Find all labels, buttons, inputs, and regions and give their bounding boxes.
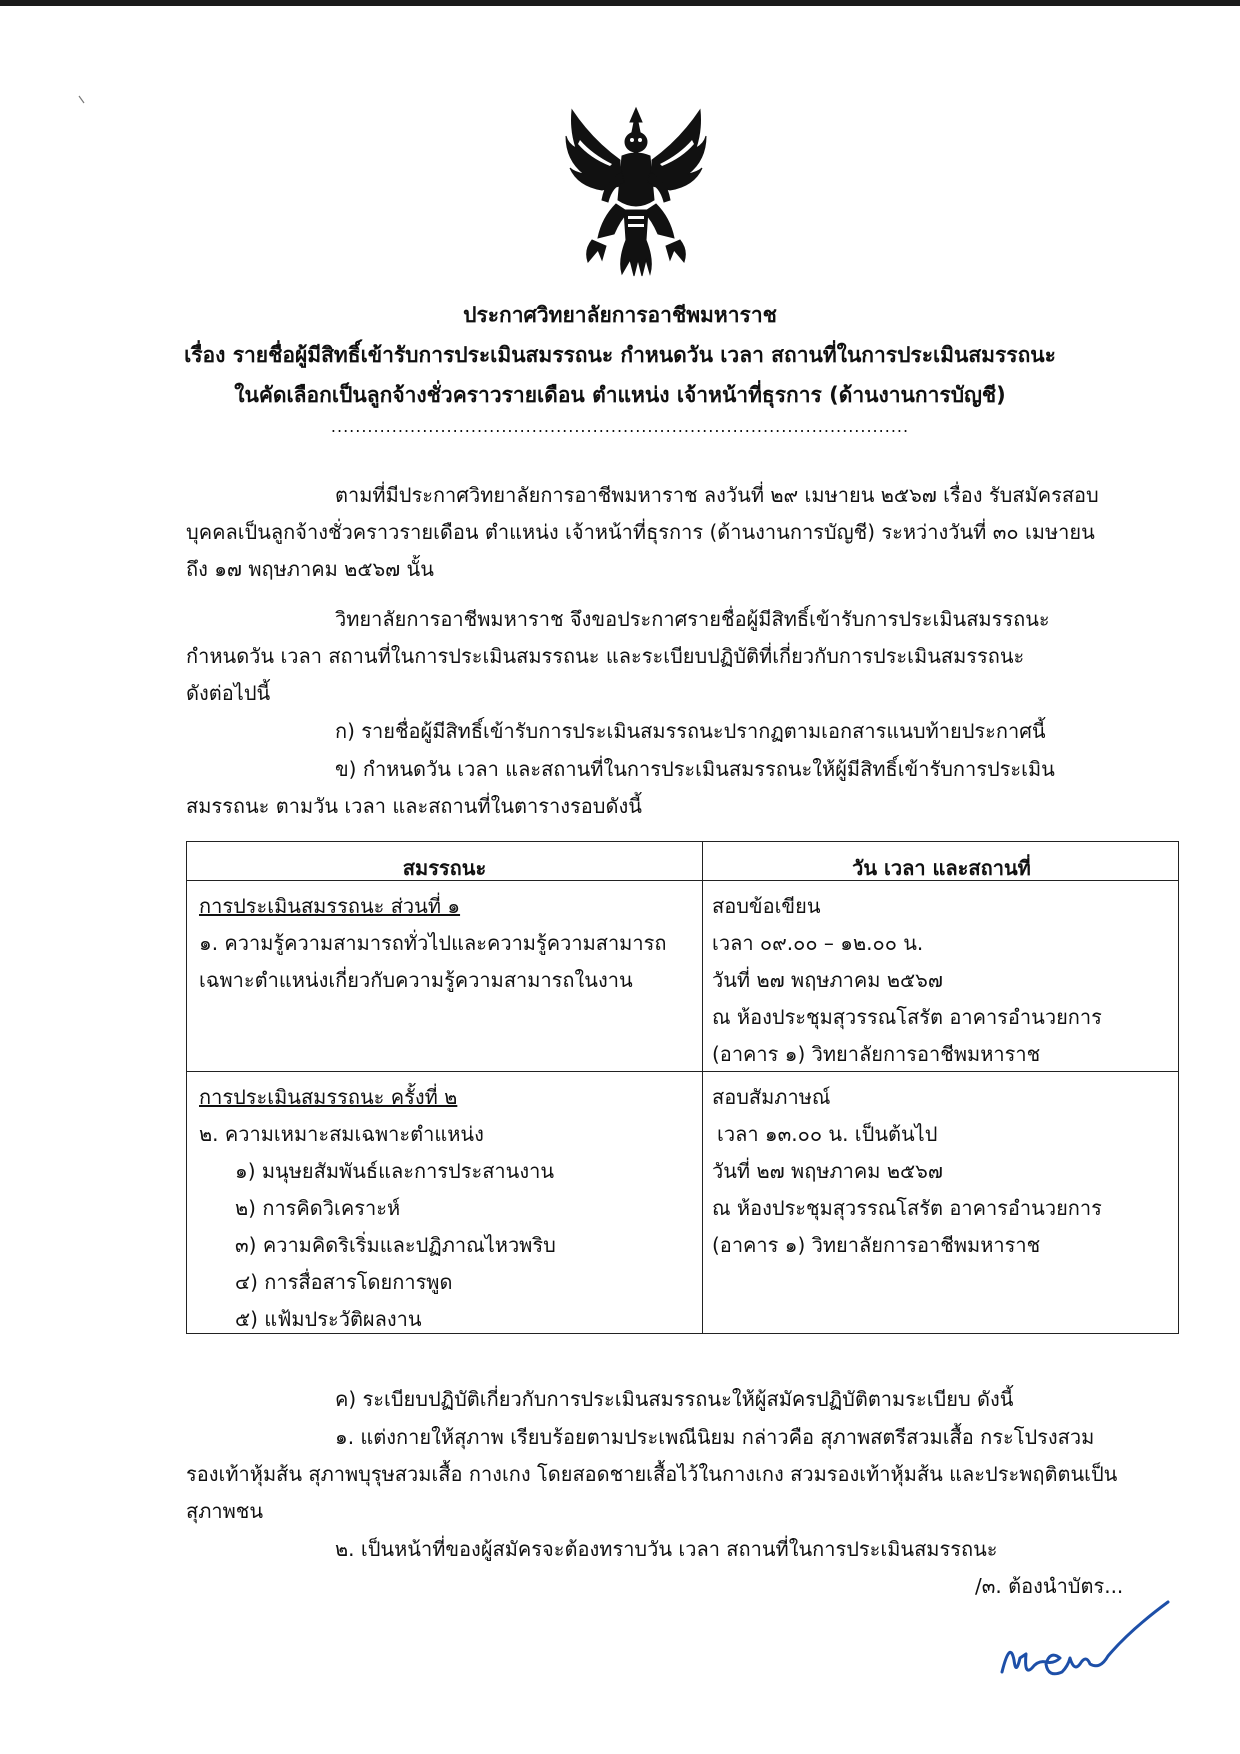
row2-right-line-2: เวลา ๑๓.๐๐ น. เป็นต้นไป (717, 1122, 938, 1146)
rule-1-line-1: ๑. แต่งกายให้สุภาพ เรียบร้อยตามประเพณีนิยม กล่าวคือ สุภาพสตรีสวมเสื้อ กระโปรงสวม (335, 1425, 1095, 1449)
row2-item-2: ๒) การคิดวิเคราะห์ (235, 1196, 401, 1220)
item-b-line-2: สมรรถนะ ตามวัน เวลา และสถานที่ในตารางรอบดังนี้ (186, 794, 642, 818)
row1-right-line-5: (อาคาร ๑) วิทยาลัยการอาชีพมหาราช (712, 1042, 1041, 1066)
paragraph-2-line-1: วิทยาลัยการอาชีพมหาราช จึงขอประกาศรายชื่อผู้มีสิทธิ์เข้ารับการประเมินสมรรถนะ (335, 607, 1050, 631)
announcement-subject-cont: ในคัดเลือกเป็นลูกจ้างชั่วคราวรายเดือน ตำแหน่ง เจ้าหน้าที่ธุรการ (ด้านงานการบัญชี) (234, 383, 1006, 407)
rule-2: ๒. เป็นหน้าที่ของผู้สมัครจะต้องทราบวัน เวลา สถานที่ในการประเมินสมรรถนะ (335, 1537, 998, 1561)
paragraph-2-line-3: ดังต่อไปนี้ (186, 681, 271, 705)
announcement-subject: เรื่อง รายชื่อผู้มีสิทธิ์เข้ารับการประเมินสมรรถนะ กำหนดวัน เวลา สถานที่ในการประเมินสมรรถนะ (184, 343, 1056, 367)
paragraph-1-line-2: บุคคลเป็นลูกจ้างชั่วคราวรายเดือน ตำแหน่ง เจ้าหน้าที่ธุรการ (ด้านงานการบัญชี) ระหว่างวันที่ ๓๐ เมษายน (186, 520, 1095, 544)
rule-1-line-2: รองเท้าหุ้มส้น สุภาพบุรุษสวมเสื้อ กางเกง โดยสอดชายเสื้อไว้ในกางเกง สวมรองเท้าหุ้มส้น และประพฤติตนเป็น (186, 1462, 1118, 1486)
row1-right-line-3: วันที่ ๒๗ พฤษภาคม ๒๕๖๗ (712, 968, 943, 992)
scan-speck (78, 95, 86, 105)
row2-right-line-4: ณ ห้องประชุมสุวรรณโสรัต อาคารอำนวยการ (712, 1196, 1102, 1220)
row2-item-1: ๑) มนุษยสัมพันธ์และการประสานงาน (235, 1159, 554, 1183)
row2-right-line-3: วันที่ ๒๗ พฤษภาคม ๒๕๖๗ (712, 1159, 943, 1183)
signature-mark (990, 1580, 1190, 1690)
garuda-emblem-icon (562, 100, 710, 278)
announcement-title: ประกาศวิทยาลัยการอาชีพมหาราช (463, 303, 777, 327)
row1-left-line-1: ๑. ความรู้ความสามารถทั่วไปและความรู้ความสามารถ (199, 931, 667, 955)
row1-left-line-2: เฉพาะตำแหน่งเกี่ยวกับความรู้ความสามารถในงาน (199, 968, 633, 992)
row2-right-line-1: สอบสัมภาษณ์ (712, 1085, 831, 1109)
scan-top-edge (0, 0, 1240, 6)
row1-right-line-2: เวลา ๐๙.๐๐ – ๑๒.๐๐ น. (712, 931, 924, 955)
row1-right-line-4: ณ ห้องประชุมสุวรรณโสรัต อาคารอำนวยการ (712, 1005, 1102, 1029)
row1-right-line-1: สอบข้อเขียน (712, 894, 821, 918)
table-row-divider (187, 1071, 1178, 1072)
rule-1-line-3: สุภาพชน (186, 1499, 264, 1523)
table-column-divider (702, 842, 703, 1333)
row2-item-4: ๔) การสื่อสารโดยการพูด (235, 1270, 453, 1294)
item-c: ค) ระเบียบปฏิบัติเกี่ยวกับการประเมินสมรรถนะให้ผู้สมัครปฏิบัติตามระเบียบ ดังนี้ (335, 1387, 1014, 1411)
item-b-line-1: ข) กำหนดวัน เวลา และสถานที่ในการประเมินสมรรถนะให้ผู้มีสิทธิ์เข้ารับการประเมิน (335, 757, 1055, 781)
table-header-competency: สมรรถนะ (402, 856, 487, 880)
schedule-table (186, 841, 1179, 1334)
row1-heading: การประเมินสมรรถนะ ส่วนที่ ๑ (199, 894, 461, 918)
page-continuation: /๓. ต้องนำบัตร... (975, 1574, 1124, 1598)
row2-item-5: ๕) แฟ้มประวัติผลงาน (235, 1307, 422, 1331)
title-separator: ............................................................................................... (330, 417, 910, 436)
row2-item-3: ๓) ความคิดริเริ่มและปฏิภาณไหวพริบ (235, 1233, 556, 1257)
row2-right-line-5: (อาคาร ๑) วิทยาลัยการอาชีพมหาราช (712, 1233, 1041, 1257)
table-header-schedule: วัน เวลา และสถานที่ (852, 856, 1031, 880)
row2-intro: ๒. ความเหมาะสมเฉพาะตำแหน่ง (199, 1122, 484, 1146)
paragraph-2-line-2: กำหนดวัน เวลา สถานที่ในการประเมินสมรรถนะ และระเบียบปฏิบัติที่เกี่ยวกับการประเมินสมรรถนะ (186, 644, 1025, 668)
paragraph-1-line-1: ตามที่มีประกาศวิทยาลัยการอาชีพมหาราช ลงวันที่ ๒๙ เมษายน ๒๕๖๗ เรื่อง รับสมัครสอบ (335, 483, 1099, 507)
item-a: ก) รายชื่อผู้มีสิทธิ์เข้ารับการประเมินสมรรถนะปรากฏตามเอกสารแนบท้ายประกาศนี้ (335, 719, 1046, 743)
paragraph-1-line-3: ถึง ๑๗ พฤษภาคม ๒๕๖๗ นั้น (186, 557, 434, 581)
row2-heading: การประเมินสมรรถนะ ครั้งที่ ๒ (199, 1085, 458, 1109)
